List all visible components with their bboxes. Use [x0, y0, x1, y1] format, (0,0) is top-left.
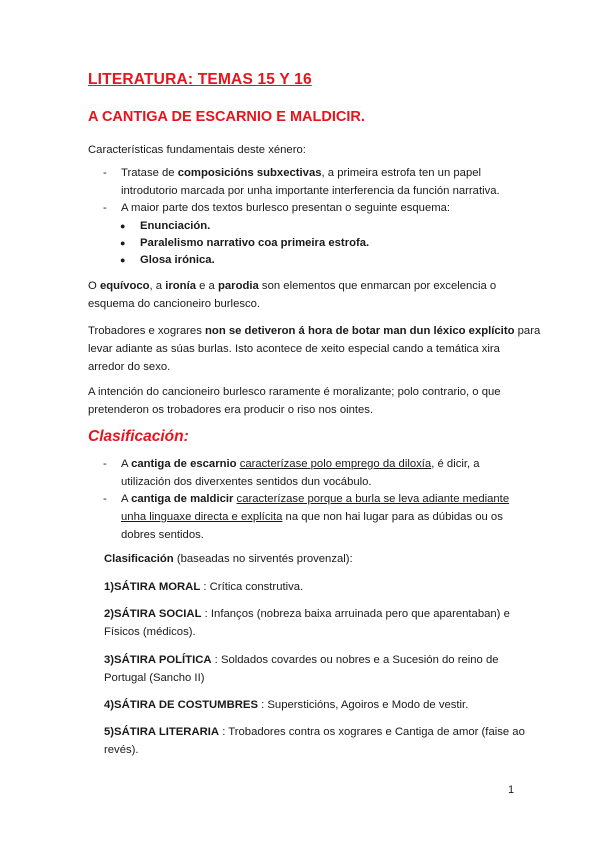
list-item: Tratase de composicións subxectivas, a primeira estrofa ten un papel introdutorio marcada por unha importante interferencia da función narrativa.	[121, 167, 500, 197]
dash-marker: -	[103, 493, 107, 505]
document-subtitle: A CANTIGA DE ESCARNIO E MALDICIR.	[88, 109, 365, 125]
page-number: 1	[508, 784, 515, 796]
intro-text: Características fundamentais deste xénero:	[88, 144, 306, 156]
bullet-icon: ●	[120, 221, 126, 231]
satire-item: 3)SÁTIRA POLÍTICA : Soldados covardes ou nobres e a Sucesión do reino de Portugal (Sancho II)	[104, 654, 499, 684]
document-title: LITERATURA: TEMAS 15 Y 16	[88, 71, 312, 88]
satire-item: 5)SÁTIRA LITERARIA : Trobadores contra os xograres e Cantiga de amor (faise ao revés).	[104, 726, 525, 756]
paragraph: O equívoco, a ironía e a parodia son elementos que enmarcan por excelencia o esquema do cancioneiro burlesco.	[88, 280, 497, 310]
paragraph: Trobadores e xograres non se detiveron á hora de botar man dun léxico explícito para levar adiante as súas burlas. Isto acontece de xeito especial cando a temática xira arredor do sexo.	[88, 325, 541, 373]
classification-intro: Clasificación (baseadas no sirventés provenzal):	[104, 553, 353, 565]
list-item: A cantiga de escarnio caracterízase polo emprego da diloxía, é dicir, a utilización dos diverxentes sentidos dun vocábulo.	[121, 458, 480, 488]
satire-item: 4)SÁTIRA DE COSTUMBRES : Supersticións, Agoiros e Modo de vestir.	[104, 699, 469, 711]
paragraph: A intención do cancioneiro burlesco raramente é moralizante; polo contrario, o que pretenderon os trobadores era producir o riso nos ointes.	[88, 386, 501, 416]
satire-item: 2)SÁTIRA SOCIAL : Infanços (nobreza baixa arruinada pero que aparentaban) e Físicos (médicos).	[104, 608, 510, 638]
bullet-item: Paralelismo narrativo coa primeira estrofa.	[140, 237, 370, 249]
bullet-item: Glosa irónica.	[140, 254, 215, 266]
section-heading: Clasificación:	[88, 428, 189, 445]
dash-marker: -	[103, 202, 107, 214]
bullet-item: Enunciación.	[140, 220, 211, 232]
list-item: A maior parte dos textos burlesco presentan o seguinte esquema:	[121, 202, 451, 214]
bullet-icon: ●	[120, 238, 126, 248]
dash-marker: -	[103, 458, 107, 470]
dash-marker: -	[103, 167, 107, 179]
bullet-icon: ●	[120, 255, 126, 265]
list-item: A cantiga de maldicir caracterízase porque a burla se leva adiante mediante unha linguaxe directa e explícita na que non hai lugar para as dúbidas ou os dobres sentidos.	[121, 493, 510, 541]
satire-item: 1)SÁTIRA MORAL : Crítica construtiva.	[104, 581, 304, 593]
